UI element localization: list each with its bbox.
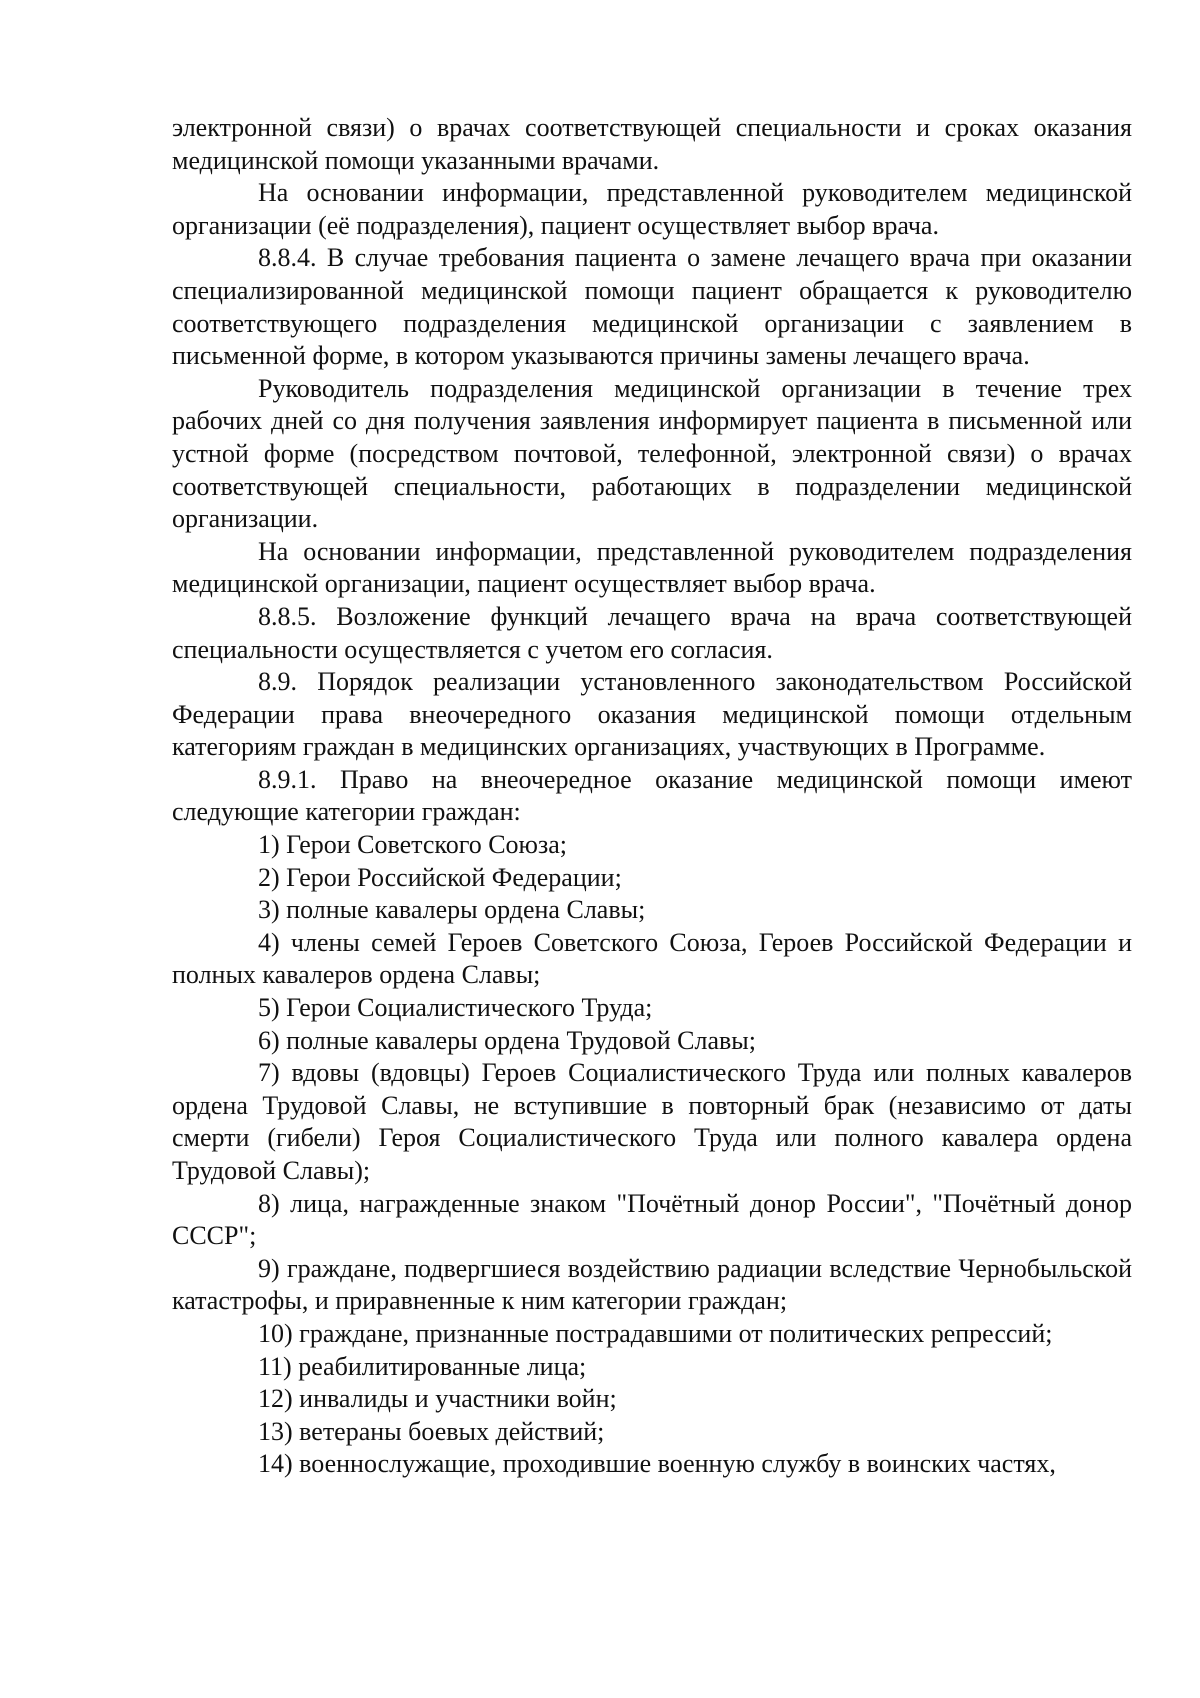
document-page [172, 112, 1132, 1481]
paragraph-8-8-4: 8.8.4. В случае требования пациента о замене лечащего врача при оказании специализированной медицинской помощи пациент обращается к руководителю соответствующего подразделения медицинской организации с заявлением в письменной форме, в котором указываются причины замены лечащего врача. [172, 243, 1132, 371]
paragraph-8-8-5: 8.8.5. Возложение функций лечащего врача на врача соответствующей специальности осуществляется с учетом его согласия. [172, 601, 1132, 664]
paragraph-head-of-department: Руководитель подразделения медицинской организации в течение трех рабочих дней со дня получения заявления информирует пациента в письменной или устной форме (посредством почтовой, телефонной, электронной связи) о врачах соответствующей специальности, работающих в подразделении медицинской организации. [172, 373, 1132, 534]
list-item: 3) полные кавалеры ордена Славы; [258, 895, 646, 925]
paragraph-continuation: электронной связи) о врачах соответствующей специальности и сроках оказания медицинской помощи указанными врачами. [172, 113, 1132, 175]
list-item: 14) военнослужащие, проходившие военную службу в воинских частях, [258, 1449, 1056, 1479]
list-item: 4) члены семей Героев Советского Союза, Героев Российской Федерации и полных кавалеров ордена Славы; [172, 927, 1132, 990]
list-item: 13) ветераны боевых действий; [258, 1416, 605, 1446]
list-item: 12) инвалиды и участники войн; [258, 1384, 617, 1414]
paragraph-8-9-1: 8.9.1. Право на внеочередное оказание медицинской помощи имеют следующие категории граждан: [172, 764, 1132, 827]
list-item: 9) граждане, подвергшиеся воздействию радиации вследствие Чернобыльской катастрофы, и приравненные к ним категории граждан; [172, 1253, 1132, 1316]
list-item: 1) Герои Советского Союза; [258, 830, 568, 860]
list-item: 11) реабилитированные лица; [258, 1351, 587, 1381]
paragraph-8-9: 8.9. Порядок реализации установленного законодательством Российской Федерации права внеочередного оказания медицинской помощи отдельным категориям граждан в медицинских организациях, участвующих в Программе. [172, 667, 1132, 762]
list-item: 8) лица, награжденные знаком "Почётный донор России", "Почётный донор СССР"; [172, 1188, 1132, 1251]
paragraph-doctor-choice: На основании информации, представленной руководителем медицинской организации (её подразделения), пациент осуществляет выбор врача. [172, 178, 1132, 240]
list-item: 7) вдовы (вдовцы) Героев Социалистического Труда или полных кавалеров ордена Трудовой Славы, не вступившие в повторный брак (независимо от даты смерти (гибели) Героя Социалистического Труда или полного кавалера ордена Трудовой Славы); [172, 1058, 1132, 1185]
list-item: 5) Герои Социалистического Труда; [258, 993, 653, 1023]
paragraph-doctor-choice-department: На основании информации, представленной руководителем подразделения медицинской организации, пациент осуществляет выбор врача. [172, 536, 1132, 599]
list-item: 10) граждане, признанные пострадавшими от политических репрессий; [258, 1318, 1053, 1348]
list-item: 6) полные кавалеры ордена Трудовой Славы; [258, 1025, 756, 1055]
list-item: 2) Герои Российской Федерации; [258, 862, 622, 892]
